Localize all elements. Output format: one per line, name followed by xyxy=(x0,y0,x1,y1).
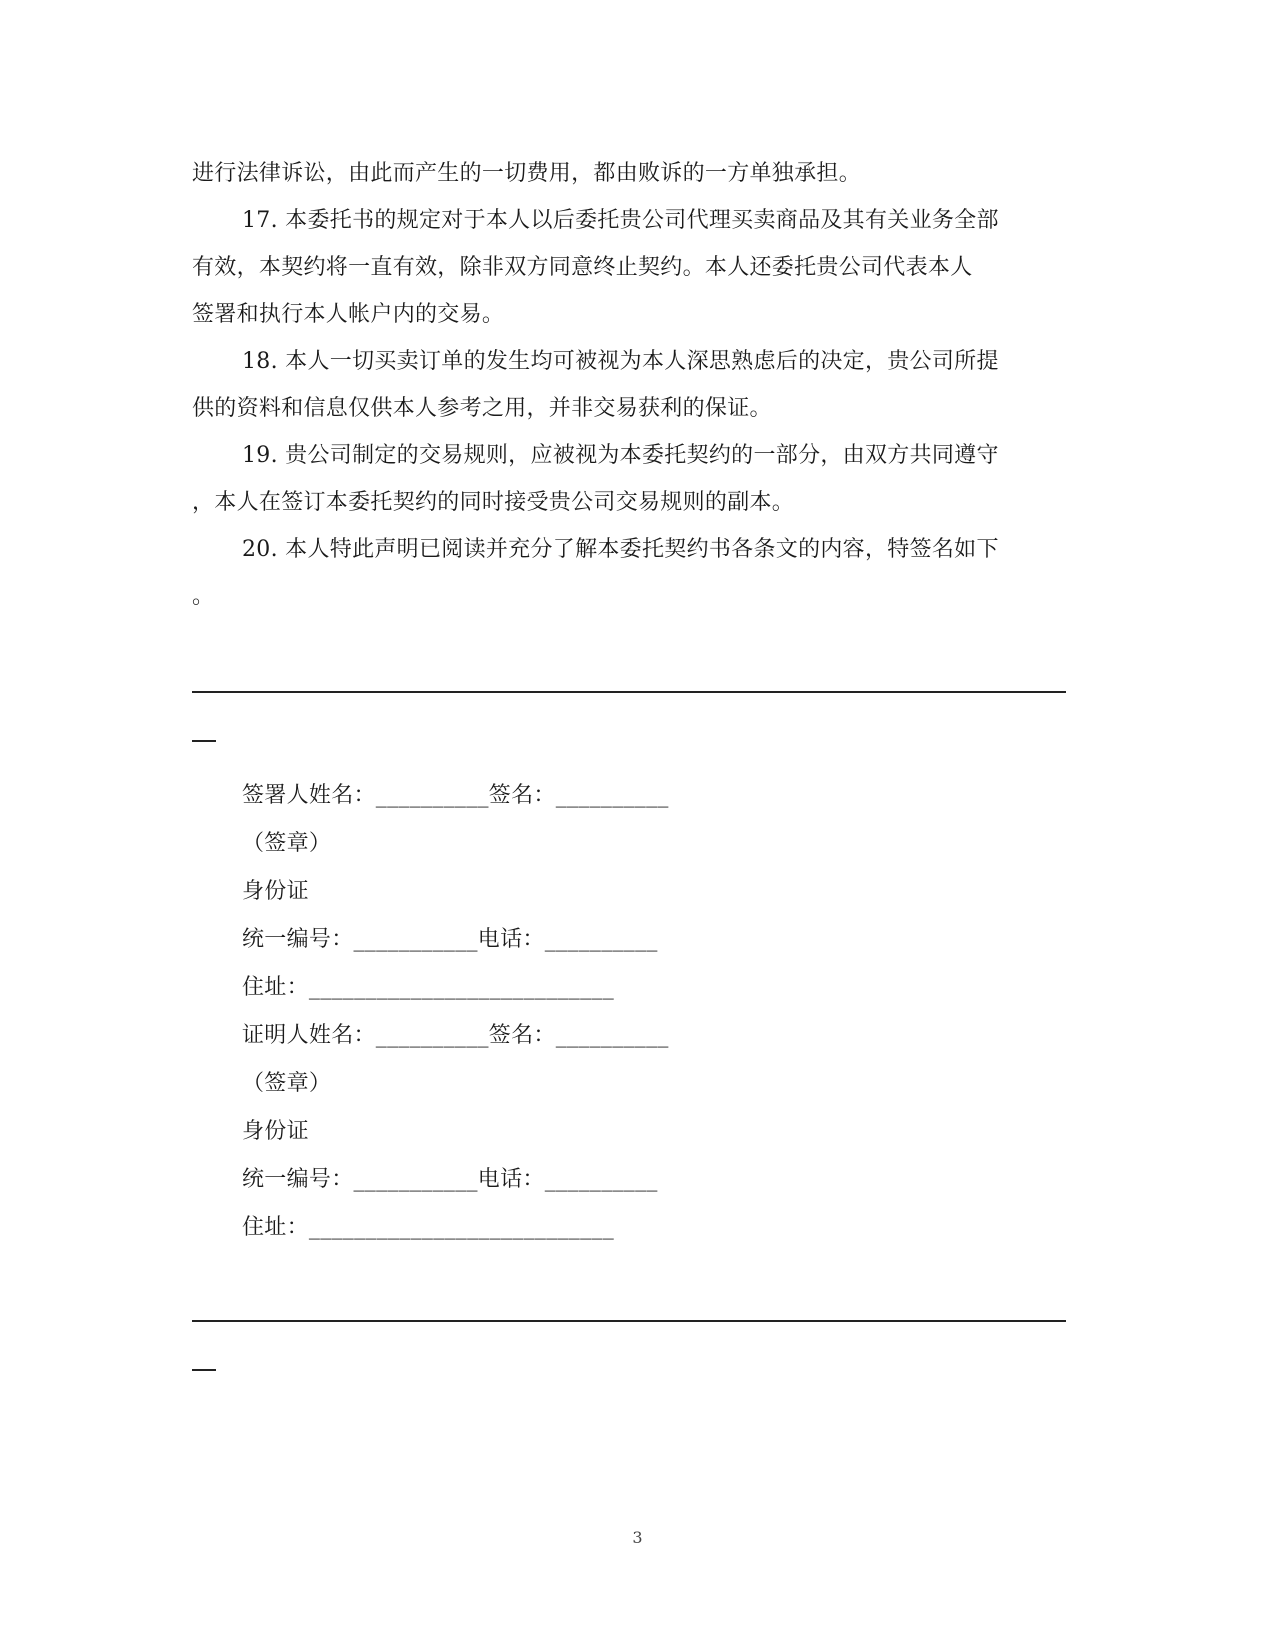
signer-address-field: 住址：___________________________ xyxy=(242,975,614,1000)
separator-rule-tail xyxy=(192,1369,216,1371)
paragraph-line: 供的资料和信息仅供本人参考之用，并非交易获利的保证。 xyxy=(192,396,772,421)
separator-rule xyxy=(192,1320,1066,1322)
separator-rule xyxy=(192,691,1066,693)
paragraph-line: ，本人在签订本委托契约的同时接受贵公司交易规则的副本。 xyxy=(192,490,795,515)
witness-id-label: 身份证 xyxy=(242,1119,309,1144)
witness-seal-label: （签章） xyxy=(242,1071,332,1096)
signer-id-phone-field: 统一编号：___________电话：__________ xyxy=(242,927,658,952)
clause-18-line: 18. 本人一切买卖订单的发生均可被视为本人深思熟虑后的决定，贵公司所提 xyxy=(242,349,999,374)
clause-17-line: 17. 本委托书的规定对于本人以后委托贵公司代理买卖商品及其有关业务全部 xyxy=(242,208,999,233)
witness-name-field: 证明人姓名：__________签名：__________ xyxy=(242,1023,669,1048)
signer-seal-label: （签章） xyxy=(242,831,332,856)
signer-id-label: 身份证 xyxy=(242,879,309,904)
witness-address-field: 住址：___________________________ xyxy=(242,1215,614,1240)
paragraph-line: 。 xyxy=(192,584,215,609)
paragraph-line: 有效，本契约将一直有效，除非双方同意终止契约。本人还委托贵公司代表本人 xyxy=(192,255,973,280)
clause-20-line: 20. 本人特此声明已阅读并充分了解本委托契约书各条文的内容，特签名如下 xyxy=(242,537,999,562)
paragraph-line: 进行法律诉讼，由此而产生的一切费用，都由败诉的一方单独承担。 xyxy=(192,161,862,186)
clause-19-line: 19. 贵公司制定的交易规则，应被视为本委托契约的一部分，由双方共同遵守 xyxy=(242,443,999,468)
paragraph-line: 签署和执行本人帐户内的交易。 xyxy=(192,302,505,327)
witness-id-phone-field: 统一编号：___________电话：__________ xyxy=(242,1167,658,1192)
separator-rule-tail xyxy=(192,740,216,742)
page-number: 3 xyxy=(632,1528,643,1547)
signer-name-field: 签署人姓名：__________签名：__________ xyxy=(242,783,669,808)
